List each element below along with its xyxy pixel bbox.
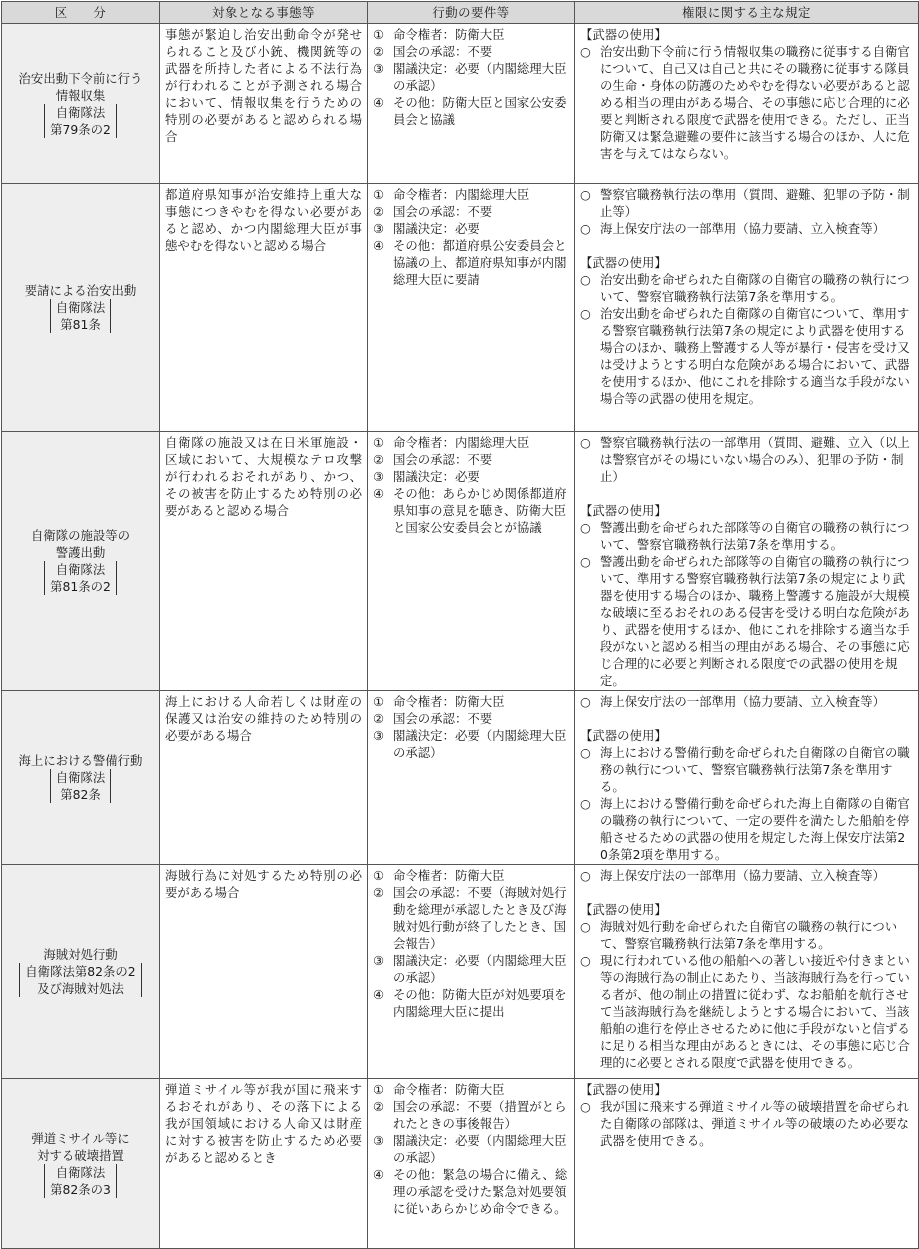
- weapon-use-heading: 【武器の使用】: [580, 255, 667, 270]
- spacer: [580, 710, 913, 727]
- header-row: [2, 2, 919, 24]
- requirement-number: ④: [373, 1167, 385, 1182]
- law-reference: [50, 299, 112, 333]
- category-name-line: 海上における警備行動: [18, 753, 143, 768]
- requirements-cell: [368, 184, 575, 432]
- requirement-number: ③: [373, 61, 385, 76]
- table-row: [2, 184, 919, 432]
- table-row: [2, 691, 919, 865]
- requirement-text: 閣議決定：必要（内閣総理大臣の承認）: [393, 728, 567, 760]
- page: [0, 1, 919, 1249]
- spacer: [580, 485, 913, 502]
- requirements-list: [373, 434, 569, 536]
- provision-text: 治安出動を命ぜられた自衛隊の自衛官について、準用する警察官職務執行法第7条の規定により武器を使用する場合のほか、職務上警護する人等が暴行・侵害を受け又は受けようとする明白な危険がある場合において、武器を使用するほか、他にこれを排除する適当な手段がない場合等の武器の使用を規定。: [600, 306, 910, 406]
- bullet-circle: ○: [580, 796, 591, 811]
- requirement-number: ③: [373, 728, 385, 743]
- provision-text: 我が国に飛来する弾道ミサイル等の破壊措置を命ぜられた自衛隊の部隊は、弾道ミサイル等の破壊のため必要な武器を使用できる。: [600, 1099, 909, 1148]
- requirement-item: [373, 220, 569, 237]
- requirement-text: その他：防衛大臣と国家公安委員会と協議: [393, 95, 567, 127]
- provision-text: 海賊対処行動を命ぜられた自衛官の職務の執行について、警察官職務執行法第7条を準用する。: [600, 919, 898, 951]
- law-reference-line: 第79条の2: [50, 121, 111, 137]
- requirement-item: [373, 693, 569, 710]
- provision-text: 海上保安庁法の一部準用（協力要請、立入検査等）: [600, 868, 885, 883]
- requirement-item: [373, 884, 569, 952]
- requirement-item: [373, 952, 569, 986]
- provision-text: 現に行われている他の船舶への著しい接近や付きまとい等の海賊行為の制止にあたり、当該海賊行為を行っている者が、他の制止の措置に従わず、なお船舶を航行させて当該海賊行為を継続しようとする場合において、当該船舶の進行を停止させるために他に手段がないと信ずるに足りる相当な理由があるときには、その事態に応じ合理的に必要とされる限度で武器を使用できる。: [600, 953, 910, 1070]
- provision-item: [580, 795, 913, 863]
- provision-text: 海上保安庁法の一部準用（協力要請、立入検査等）: [600, 221, 885, 236]
- provision-text: 警護出動を命ぜられた部隊等の自衛官の職務の執行について、警察官職務執行法第7条を準用する。: [600, 520, 910, 552]
- requirement-text: 国会の承認：不要（海賊対処行動を総理が承認したとき及び海賊対処行動が終了したとき、国会報告）: [393, 885, 567, 951]
- requirement-item: [373, 60, 569, 94]
- requirement-text: 国会の承認：不要: [393, 44, 493, 59]
- law-reference-line: 第82条の3: [50, 1181, 111, 1197]
- requirement-item: [373, 237, 569, 288]
- law-reference-line: 及び海賊対処法: [37, 981, 124, 996]
- requirement-number: ②: [373, 1099, 385, 1114]
- header-situation: 対象となる事態等: [160, 2, 368, 24]
- requirement-text: 命令権者：防衛大臣: [393, 27, 505, 42]
- table-row: [2, 24, 919, 184]
- requirement-number: ②: [373, 885, 385, 900]
- requirement-number: ①: [373, 435, 385, 450]
- law-reference-line: 第82条: [60, 787, 101, 802]
- situation-cell: 海賊行為に対処するため特別の必要がある場合: [160, 865, 368, 1079]
- situation-cell: 弾道ミサイル等が我が国に飛来するおそれがあり、その落下による我が国領域における人命又は財産に対する被害を防止するため必要があると認めるとき: [160, 1079, 368, 1249]
- category-name-line: 弾道ミサイル等に: [31, 1130, 130, 1146]
- requirement-number: ①: [373, 694, 385, 709]
- requirement-text: 命令権者：防衛大臣: [393, 694, 505, 709]
- header-provisions: 権限に関する主な規定: [575, 2, 919, 24]
- provision-item: [580, 434, 913, 485]
- table-row: [2, 865, 919, 1079]
- bullet-circle: ○: [580, 520, 591, 535]
- requirement-text: 国会の承認：不要: [393, 204, 493, 219]
- category-name-line: 要請による治安出動: [24, 283, 137, 298]
- requirement-number: ①: [373, 27, 385, 42]
- requirement-text: 閣議決定：必要: [393, 469, 480, 484]
- law-reference: [44, 1164, 117, 1198]
- requirement-item: [373, 203, 569, 220]
- provision-item: [580, 43, 913, 162]
- requirements-list: [373, 1081, 569, 1217]
- requirement-text: その他：防衛大臣が対処要項を内閣総理大臣に提出: [393, 987, 567, 1019]
- requirement-number: ④: [373, 486, 385, 501]
- requirement-item: [373, 434, 569, 451]
- law-reference-line: 自衛隊法: [55, 300, 106, 315]
- category-cell: [2, 1079, 160, 1249]
- category-name-line: 海賊対処行動: [43, 947, 118, 962]
- requirement-text: 命令権者：内閣総理大臣: [393, 187, 530, 202]
- requirement-number: ②: [373, 204, 385, 219]
- law-reference: [44, 561, 117, 595]
- header-category: 区 分: [2, 2, 160, 24]
- requirement-text: その他：緊急の場合に備え、総理の承認を受けた緊急対処要領に従いあらかじめ命令できる。: [393, 1167, 568, 1216]
- requirement-text: 国会の承認：不要（措置がとられたときの事後報告）: [393, 1099, 567, 1131]
- bullet-circle: ○: [580, 694, 591, 709]
- provision-item: [580, 952, 913, 1071]
- provision-text: 治安出動を命ぜられた自衛隊の自衛官の職務の執行について、警察官職務執行法第7条を準用する。: [600, 272, 910, 304]
- provision-item: [580, 305, 913, 407]
- spacer: [580, 237, 913, 254]
- requirement-item: [373, 710, 569, 727]
- table-body: [2, 24, 919, 1249]
- requirement-text: 閣議決定：必要（内閣総理大臣の承認）: [393, 953, 567, 985]
- law-reference-line: 第81条の2: [50, 579, 111, 594]
- requirement-item: [373, 485, 569, 536]
- provision-item: [580, 271, 913, 305]
- requirement-text: 閣議決定：必要（内閣総理大臣の承認）: [393, 61, 567, 93]
- situation-cell: 都道府県知事が治安維持上重大な事態につきやむを得ない必要があると認め、かつ内閣総理大臣が事態やむを得ないと認める場合: [160, 184, 368, 432]
- requirements-cell: [368, 432, 575, 691]
- weapon-use-heading: 【武器の使用】: [580, 902, 667, 917]
- requirement-item: [373, 43, 569, 60]
- requirement-number: ③: [373, 221, 385, 236]
- requirement-number: ③: [373, 953, 385, 968]
- provisions-cell: [575, 691, 919, 865]
- provision-text: 警護出動を命ぜられた部隊等の自衛官の職務の執行について、準用する警察官職務執行法第7条の規定により武器を使用する場合のほか、職務上警護する施設が大規模な破壊に至るおそれのある侵害を受ける明白な危険があり、武器を使用するほか、他にこれを排除する適当な手段がないと認める相当の理由がある場合、その事態に応じ合理的に必要と判断される限度での武器の使用を規定。: [600, 554, 910, 688]
- category-cell: [2, 691, 160, 865]
- weapon-use-heading: 【武器の使用】: [580, 728, 667, 743]
- situation-cell: 自衛隊の施設又は在日米軍施設・区域において、大規模なテロ攻撃が行われるおそれがあり、かつ、その被害を防止するため特別の必要があると認める場合: [160, 432, 368, 691]
- requirement-number: ①: [373, 187, 385, 202]
- requirements-cell: [368, 1079, 575, 1249]
- bullet-circle: ○: [580, 745, 591, 760]
- weapon-use-heading: 【武器の使用】: [580, 1082, 667, 1097]
- bullet-circle: ○: [580, 306, 591, 321]
- provision-text: 警察官職務執行法の準用（質問、避難、犯罪の予防・制止等）: [600, 187, 910, 219]
- requirement-number: ④: [373, 238, 385, 253]
- requirement-item: [373, 94, 569, 128]
- requirement-number: ③: [373, 1133, 385, 1148]
- requirements-list: [373, 26, 569, 128]
- provision-text: 海上における警備行動を命ぜられた海上自衛隊の自衛官の職務の執行について、一定の要件を満たした船舶を停船させるための武器の使用を規定した海上保安庁法第20条第2項を準用する。: [600, 796, 910, 862]
- requirement-number: ②: [373, 711, 385, 726]
- requirement-text: 命令権者：防衛大臣: [393, 1082, 505, 1097]
- bullet-circle: ○: [580, 919, 591, 934]
- table-row: [2, 1079, 919, 1249]
- law-reference-line: 第81条: [60, 317, 101, 332]
- requirements-cell: [368, 691, 575, 865]
- category-cell: [2, 24, 160, 184]
- weapon-use-heading: 【武器の使用】: [580, 27, 667, 42]
- law-reference-line: 自衛隊法: [55, 104, 106, 120]
- situation-cell: 海上における人命若しくは財産の保護又は治安の維持のため特別の必要がある場合: [160, 691, 368, 865]
- requirement-text: 命令権者：内閣総理大臣: [393, 435, 530, 450]
- bullet-circle: ○: [580, 953, 591, 968]
- law-reference-line: 自衛隊法: [55, 562, 106, 577]
- provision-item: [580, 918, 913, 952]
- provisions-cell: [575, 865, 919, 1079]
- requirement-number: ①: [373, 868, 385, 883]
- bullet-circle: ○: [580, 1099, 591, 1114]
- provision-item: [580, 867, 913, 884]
- header-requirements: 行動の要件等: [368, 2, 575, 24]
- requirement-item: [373, 867, 569, 884]
- provisions-cell: [575, 184, 919, 432]
- category-cell: [2, 865, 160, 1079]
- provision-item: [580, 519, 913, 553]
- requirement-item: [373, 1098, 569, 1132]
- requirement-item: [373, 1166, 569, 1217]
- requirements-list: [373, 186, 569, 288]
- provision-text: 海上保安庁法の一部準用（協力要請、立入検査等）: [600, 694, 885, 709]
- category-cell: [2, 184, 160, 432]
- category-cell: [2, 432, 160, 691]
- provision-item: [580, 744, 913, 795]
- requirement-item: [373, 26, 569, 43]
- bullet-circle: ○: [580, 221, 591, 236]
- category-name-line: 情報収集: [55, 87, 106, 103]
- requirement-text: 閣議決定：必要（内閣総理大臣の承認）: [393, 1133, 567, 1165]
- requirement-text: 命令権者：防衛大臣: [393, 868, 505, 883]
- category-name-line: 対する破壊措置: [37, 1147, 124, 1163]
- category-name-line: 治安出動下令前に行う: [18, 70, 143, 86]
- provisions-cell: [575, 1079, 919, 1249]
- bullet-circle: ○: [580, 435, 591, 450]
- requirement-item: [373, 986, 569, 1020]
- requirements-list: [373, 867, 569, 1020]
- provision-text: 海上における警備行動を命ぜられた自衛隊の自衛官の職務の執行について、警察官職務執行法第7条を準用する。: [600, 745, 910, 794]
- law-reference: [44, 104, 117, 138]
- law-reference: [50, 769, 112, 803]
- provision-item: [580, 553, 913, 689]
- requirement-text: 国会の承認：不要: [393, 711, 493, 726]
- requirement-item: [373, 468, 569, 485]
- bullet-circle: ○: [580, 187, 591, 202]
- requirement-item: [373, 186, 569, 203]
- weapon-use-heading: 【武器の使用】: [580, 503, 667, 518]
- requirements-list: [373, 693, 569, 761]
- category-name-line: 自衛隊の施設等の: [30, 528, 131, 543]
- requirement-text: その他：都道府県公安委員会と協議の上、都道府県知事が内閣総理大臣に要請: [393, 238, 567, 287]
- requirement-text: 国会の承認：不要: [393, 452, 493, 467]
- table-row: [2, 432, 919, 691]
- requirement-number: ④: [373, 987, 385, 1002]
- requirement-number: ④: [373, 95, 385, 110]
- provision-text: 治安出動下令前に行う情報収集の職務に従事する自衛官について、自己又は自己と共にその職務に従事する隊員の生命・身体の防護のためやむを得ない必要があると認める相当の理由がある場合、その事態に応じ合理的に必要と判断される限度で武器を使用できる。ただし、正当防衛又は緊急避難の要件に該当する場合のほか、人に危害を与えてはならない。: [600, 44, 910, 161]
- requirement-number: ③: [373, 469, 385, 484]
- requirement-item: [373, 1081, 569, 1098]
- requirement-text: 閣議決定：必要: [393, 221, 480, 236]
- bullet-circle: ○: [580, 868, 591, 883]
- requirement-number: ②: [373, 452, 385, 467]
- law-reference: [19, 963, 141, 997]
- bullet-circle: ○: [580, 554, 591, 569]
- law-reference-line: 自衛隊法: [55, 770, 106, 785]
- law-reference-line: 自衛隊法: [55, 1164, 106, 1180]
- requirements-cell: [368, 865, 575, 1079]
- spacer: [580, 884, 913, 901]
- provision-item: [580, 693, 913, 710]
- authority-table: [1, 1, 919, 1249]
- requirement-item: [373, 727, 569, 761]
- requirement-item: [373, 451, 569, 468]
- situation-cell: 事態が緊迫し治安出動命令が発せられること及び小銃、機関銃等の武器を所持した者による不法行為が行われることが予測される場合において、情報収集を行うための特別の必要があると認められる場合: [160, 24, 368, 184]
- provision-item: [580, 186, 913, 220]
- provisions-cell: [575, 24, 919, 184]
- requirement-item: [373, 1132, 569, 1166]
- bullet-circle: ○: [580, 44, 591, 59]
- provisions-cell: [575, 432, 919, 691]
- provision-text: 警察官職務執行法の一部準用（質問、避難、立入（以上は警察官がその場にいない場合のみ）、犯罪の予防・制止）: [600, 435, 910, 484]
- requirement-number: ①: [373, 1082, 385, 1097]
- requirement-text: その他：あらかじめ関係都道府県知事の意見を聴き、防衛大臣と国家公安委員会とが協議: [393, 486, 567, 535]
- law-reference-line: 自衛隊法第82条の2: [25, 964, 136, 979]
- bullet-circle: ○: [580, 272, 591, 287]
- requirements-cell: [368, 24, 575, 184]
- category-name-line: 警護出動: [55, 545, 106, 560]
- provision-item: [580, 220, 913, 237]
- provision-item: [580, 1098, 913, 1149]
- requirement-number: ②: [373, 44, 385, 59]
